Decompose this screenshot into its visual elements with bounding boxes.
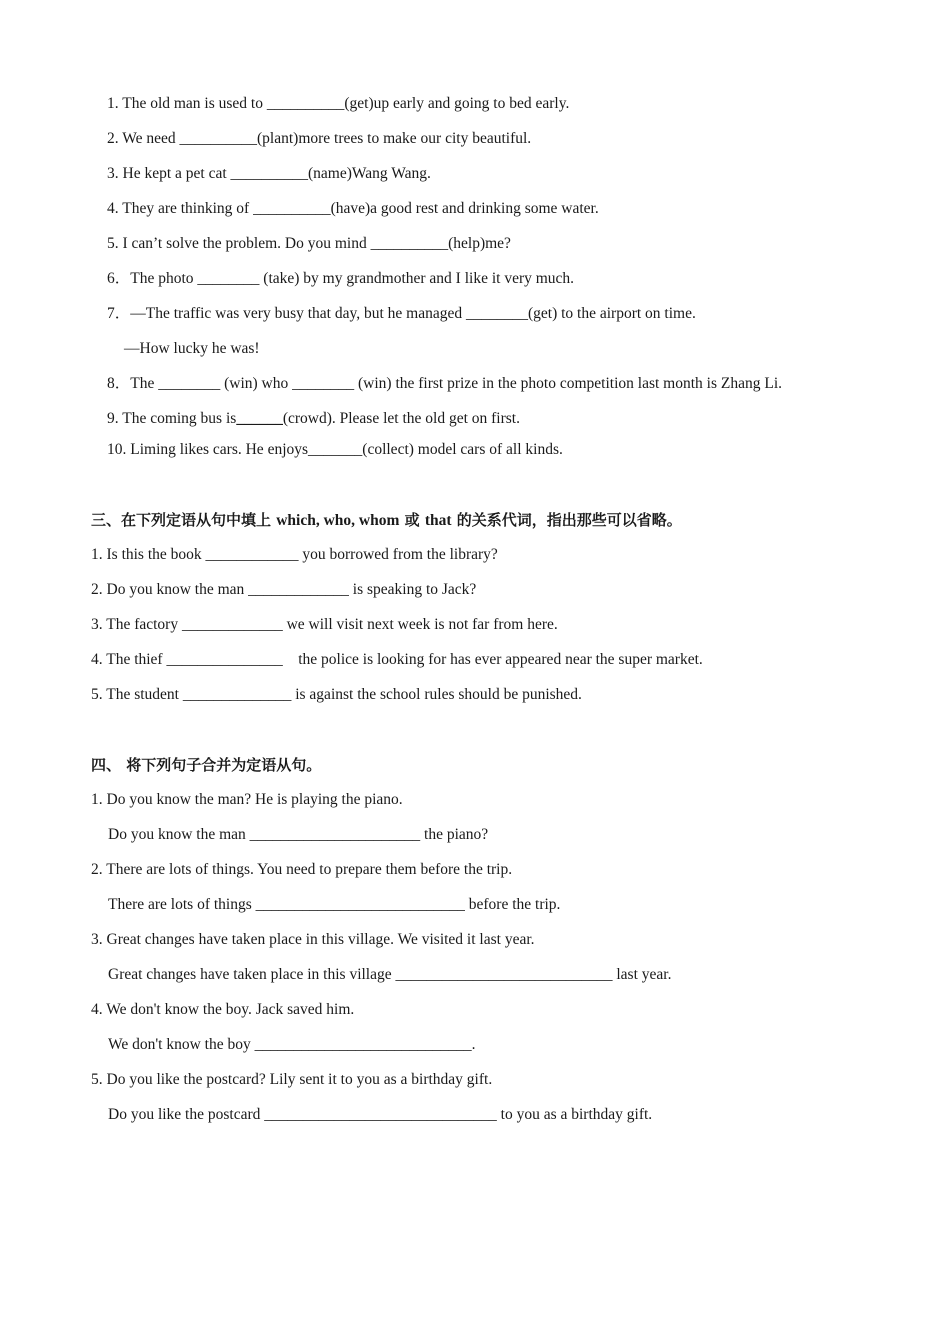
exercise-item: 4. The thief _______________ the police is looking for has ever appeared near the super market. [91,651,703,668]
exercise-item: 2. Do you know the man _____________ is speaking to Jack? [91,581,477,598]
exercise-item: 4. They are thinking of __________(have)a good rest and drinking some water. [107,200,599,217]
exercise-item: 4. We don't know the boy. Jack saved him. [91,1001,355,1018]
exercise-item: 5. I can’t solve the problem. Do you mind __________(help)me? [107,235,511,252]
exercise-item-reply: —How lucky he was! [124,340,260,357]
exercise-item: 8．The ________ (win) who ________ (win) the first prize in the photo competition last month is Zhang Li. [107,375,783,392]
exercise-item: 2. There are lots of things. You need to prepare them before the trip. [91,861,513,878]
section-heading: 三、在下列定语从句中填上 which, who, whom 或 that 的关系代词，指出那些可以省略。 [91,511,682,529]
exercise-item: 3. The factory _____________ we will visit next week is not far from here. [91,616,558,633]
exercise-answer-line: There are lots of things ___________________________ before the trip. [108,896,561,913]
exercise-item: 5. Do you like the postcard? Lily sent it to you as a birthday gift. [91,1071,493,1088]
exercise-item: 1. Is this the book ____________ you borrowed from the library? [91,546,498,563]
exercise-answer-line: Do you like the postcard ______________________________ to you as a birthday gift. [108,1106,653,1123]
exercise-item: 1. The old man is used to __________(get)up early and going to bed early. [107,95,570,112]
exercise-answer-line: Great changes have taken place in this village ____________________________ last year. [108,966,672,983]
exercise-item: 3. Great changes have taken place in this village. We visited it last year. [91,931,535,948]
exercise-item: 9. The coming bus is______(crowd). Please let the old get on first. [107,410,520,427]
exercise-item: 7．—The traffic was very busy that day, but he managed ________(get) to the airport on time. [107,305,696,322]
exercise-item: 2. We need __________(plant)more trees to make our city beautiful. [107,130,532,147]
section-heading: 四、 将下列句子合并为定语从句。 [91,756,322,774]
exercise-item: 6．The photo ________ (take) by my grandmother and I like it very much. [107,270,575,287]
exercise-item: 3. He kept a pet cat __________(name)Wang Wang. [107,165,431,182]
exercise-item: 10. Liming likes cars. He enjoys_______(collect) model cars of all kinds. [107,441,563,458]
exercise-answer-line: Do you know the man ______________________ the piano? [108,826,489,843]
exercise-answer-line: We don't know the boy ____________________________. [108,1036,476,1053]
exercise-item: 5. The student ______________ is against the school rules should be punished. [91,686,582,703]
exercise-item: 1. Do you know the man? He is playing the piano. [91,791,403,808]
